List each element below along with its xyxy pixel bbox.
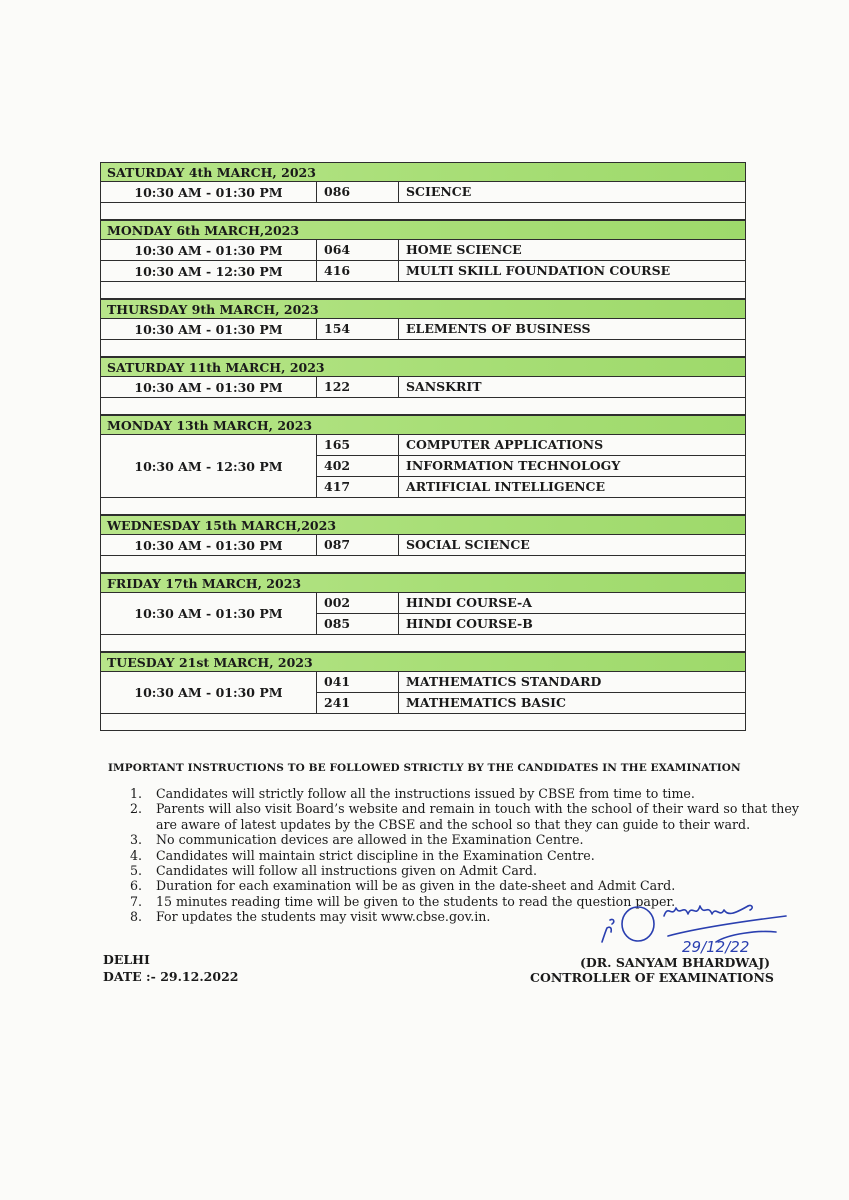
subject-name: INFORMATION TECHNOLOGY [406, 458, 621, 473]
exam-date-header: MONDAY 13th MARCH, 2023 [100, 415, 746, 435]
exam-date-header: THURSDAY 9th MARCH, 2023 [100, 299, 746, 319]
subject-name: HINDI COURSE-B [406, 616, 533, 631]
exam-slot [100, 261, 746, 282]
signatory-name: (DR. SANYAM BHARDWAJ) [580, 955, 771, 970]
subject-code: 122 [317, 377, 399, 397]
subject-code: 002 [317, 593, 399, 613]
subject-name: MATHEMATICS STANDARD [406, 674, 602, 689]
exam-date-header: WEDNESDAY 15th MARCH,2023 [100, 515, 746, 535]
subject-list [317, 593, 745, 634]
subject-name: HOME SCIENCE [406, 242, 522, 257]
instruction-text: Candidates will strictly follow all the instructions issued by CBSE from time to time. [156, 786, 695, 801]
exam-slot [100, 435, 746, 498]
subject-code: 087 [317, 535, 399, 555]
subject-row [317, 614, 745, 634]
subject-row [317, 435, 745, 456]
exam-slot [100, 182, 746, 203]
exam-day-block [100, 652, 746, 731]
subject-row [317, 377, 745, 397]
exam-time: 10:30 AM - 01:30 PM [101, 593, 317, 634]
subject-list [317, 377, 745, 397]
place-label: DELHI [103, 952, 150, 967]
exam-date-header: FRIDAY 17th MARCH, 2023 [100, 573, 746, 593]
instruction-number: 5. [130, 863, 143, 879]
instruction-number: 7. [130, 893, 143, 909]
instruction-text: Parents will also visit Board’s website and remain in touch with the school of their ward so that they are aware of latest updates by the CBSE and the school so that they can guide to their ward. [156, 801, 799, 832]
exam-day-block [100, 515, 746, 573]
exam-day-block [100, 162, 746, 220]
exam-time: 10:30 AM - 01:30 PM [101, 182, 317, 202]
subject-name: SCIENCE [406, 184, 472, 199]
instruction-item [130, 786, 810, 801]
exam-time: 10:30 AM - 01:30 PM [101, 319, 317, 339]
instruction-number: 4. [130, 847, 143, 863]
subject-row [317, 182, 745, 202]
exam-day-block [100, 415, 746, 515]
exam-slot [100, 593, 746, 635]
subject-code: 165 [317, 435, 399, 455]
subject-list [317, 672, 745, 713]
exam-slot [100, 377, 746, 398]
exam-time: 10:30 AM - 12:30 PM [101, 435, 317, 497]
exam-slot [100, 535, 746, 556]
row-spacer [100, 498, 746, 515]
exam-day-block [100, 573, 746, 652]
subject-name: MATHEMATICS BASIC [406, 695, 566, 710]
subject-row [317, 535, 745, 555]
subject-list [317, 319, 745, 339]
exam-slot [100, 319, 746, 340]
subject-list [317, 435, 745, 497]
subject-name: MULTI SKILL FOUNDATION COURSE [406, 263, 671, 278]
exam-date-header: MONDAY 6th MARCH,2023 [100, 220, 746, 240]
exam-date-header: TUESDAY 21st MARCH, 2023 [100, 652, 746, 672]
instruction-text: Candidates will maintain strict discipline in the Examination Centre. [156, 847, 595, 863]
exam-date-header: SATURDAY 11th MARCH, 2023 [100, 357, 746, 377]
subject-list [317, 535, 745, 555]
exam-slot [100, 672, 746, 714]
subject-code: 086 [317, 182, 399, 202]
signatory-title: CONTROLLER OF EXAMINATIONS [530, 970, 774, 985]
subject-name: ELEMENTS OF BUSINESS [406, 321, 591, 336]
svg-text:29/12/22: 29/12/22 [682, 938, 750, 956]
row-spacer [100, 635, 746, 652]
row-spacer [100, 398, 746, 415]
subject-row [317, 672, 745, 693]
exam-day-block [100, 357, 746, 415]
subject-name: ARTIFICIAL INTELLIGENCE [406, 479, 606, 494]
subject-name: SANSKRIT [406, 379, 482, 394]
row-spacer [100, 714, 746, 731]
instruction-text: Candidates will follow all instructions given on Admit Card. [156, 863, 537, 879]
instruction-item [130, 832, 810, 847]
exam-time: 10:30 AM - 12:30 PM [101, 261, 317, 281]
subject-name: HINDI COURSE-A [406, 595, 532, 610]
exam-slot [100, 240, 746, 261]
row-spacer [100, 282, 746, 299]
exam-day-block [100, 220, 746, 299]
subject-code: 085 [317, 614, 399, 634]
subject-row [317, 593, 745, 614]
subject-code: 402 [317, 456, 399, 476]
subject-row [317, 319, 745, 339]
instruction-item [130, 863, 810, 878]
exam-date-header: SATURDAY 4th MARCH, 2023 [100, 162, 746, 182]
instruction-item [130, 878, 810, 893]
subject-row [317, 240, 745, 260]
instruction-text: Duration for each examination will be as given in the date-sheet and Admit Card. [156, 878, 676, 894]
subject-list [317, 182, 745, 202]
subject-code: 154 [317, 319, 399, 339]
subject-row [317, 693, 745, 713]
subject-row [317, 456, 745, 477]
instruction-number: 3. [130, 832, 143, 848]
exam-time: 10:30 AM - 01:30 PM [101, 535, 317, 555]
row-spacer [100, 340, 746, 357]
exam-day-block [100, 299, 746, 357]
issue-date: DATE :- 29.12.2022 [103, 969, 239, 984]
exam-time: 10:30 AM - 01:30 PM [101, 377, 317, 397]
subject-name: COMPUTER APPLICATIONS [406, 437, 604, 452]
row-spacer [100, 556, 746, 573]
instruction-text: For updates the students may visit www.cbse.gov.in. [156, 909, 491, 925]
instruction-number: 1. [130, 786, 143, 801]
row-spacer [100, 203, 746, 220]
instruction-item [130, 848, 810, 863]
subject-row [317, 477, 745, 497]
subject-code: 416 [317, 261, 399, 281]
instruction-number: 2. [130, 801, 143, 817]
subject-code: 417 [317, 477, 399, 497]
instruction-number: 6. [130, 878, 143, 894]
exam-time: 10:30 AM - 01:30 PM [101, 672, 317, 713]
subject-code: 241 [317, 693, 399, 713]
exam-time: 10:30 AM - 01:30 PM [101, 240, 317, 260]
instruction-number: 8. [130, 909, 143, 925]
subject-name: SOCIAL SCIENCE [406, 537, 530, 552]
instruction-text: 15 minutes reading time will be given to the students to read the question paper. [156, 893, 676, 909]
subject-code: 041 [317, 672, 399, 692]
date-sheet-table [100, 162, 746, 731]
subject-code: 064 [317, 240, 399, 260]
instructions-title: IMPORTANT INSTRUCTIONS TO BE FOLLOWED STRICTLY BY THE CANDIDATES IN THE EXAMINATION [108, 762, 741, 774]
instruction-text: No communication devices are allowed in the Examination Centre. [156, 832, 584, 848]
subject-list [317, 261, 745, 281]
instruction-item [130, 801, 810, 832]
subject-list [317, 240, 745, 260]
subject-row [317, 261, 745, 281]
